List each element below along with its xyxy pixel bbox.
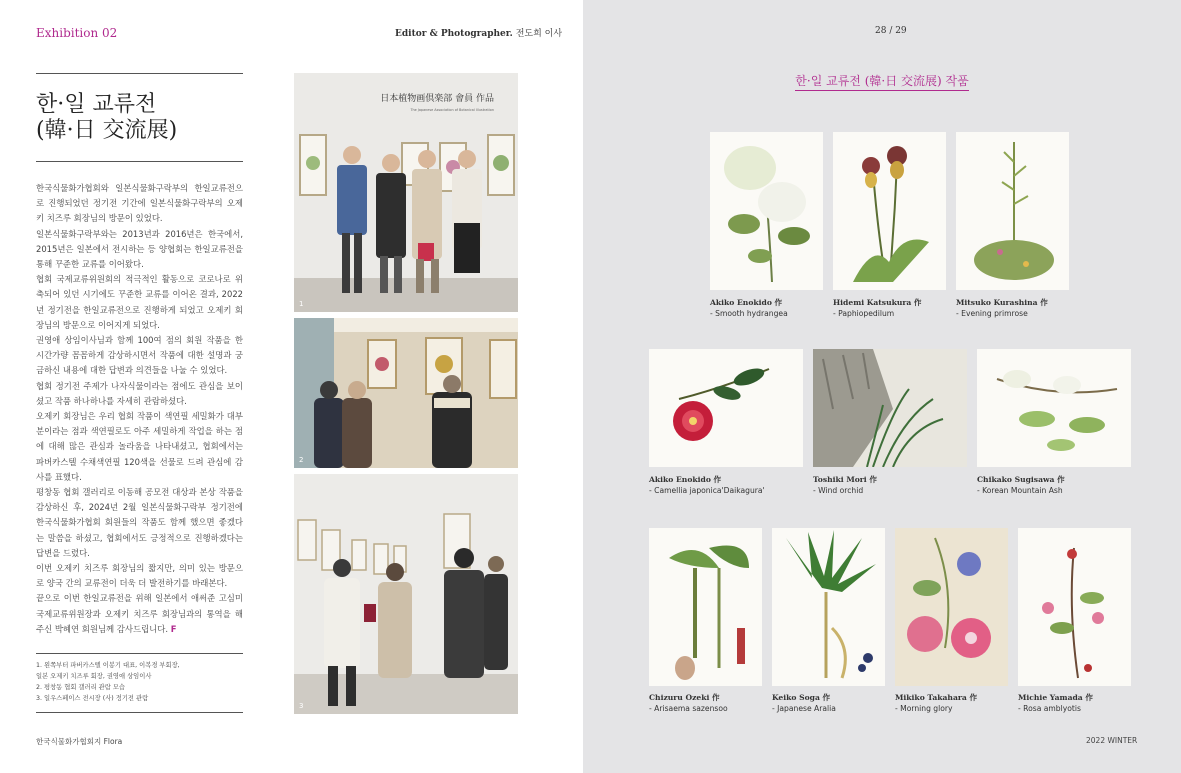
photo-gallery-viewing [294, 318, 518, 468]
aralia-illustration [772, 528, 885, 686]
caption-arisaema-sazensoo [649, 692, 728, 714]
work-title: - Arisaema sazensoo [649, 704, 728, 713]
photo-number: 1 [299, 300, 304, 308]
paphiopedilum-illustration [833, 132, 946, 290]
article-body [36, 181, 243, 637]
paragraph: 협회 국제교류위원회의 적극적인 활동으로 코로나로 위축되어 있던 시기에도 꾸준한 교류를 이어온 결과, 2022년 정기전을 한일교류전으로 진행하게 되었고 오제키 회장님의 방문으로 이어지게 되었다. [36, 274, 243, 330]
artist-name: Mitsuko Kurashina 作 [956, 298, 1048, 307]
section-label: Exhibition 02 [36, 26, 118, 40]
artwork-rosa-amblyotis [1018, 528, 1131, 686]
gallery-title [583, 72, 1181, 89]
editor-credit [395, 26, 562, 39]
caption-evening-primrose [956, 297, 1048, 319]
photo-3-illustration [294, 474, 518, 714]
wind-orchid-illustration [813, 349, 967, 467]
mountain-ash-illustration [977, 349, 1131, 467]
artist-name: Akiko Enokido 作 [649, 475, 722, 484]
work-title: - Korean Mountain Ash [977, 486, 1063, 495]
caption-line: 3. 일우스페이스 전시장 (사) 정기전 관람 [36, 695, 149, 702]
paragraph: 협회 정기전 주제가 나자식물이라는 점에도 관심을 보이셨고 작품 하나하나를 자세히 관람하셨다. [36, 380, 243, 406]
artwork-camellia-japonica [649, 349, 803, 467]
caption-paphiopedilum [833, 297, 922, 319]
caption-line: 1. 왼쪽부터 파버카스텔 이봉기 대표, 이복경 부회장, [36, 662, 180, 669]
photo-visit-group [294, 73, 518, 312]
artist-name: Chikako Sugisawa 作 [977, 475, 1065, 484]
title-top-rule [36, 73, 243, 74]
left-page [0, 0, 583, 773]
paragraph: 일본식물화구락부와는 2013년과 2016년은 한국에서, 2015년은 일본에서 전시하는 등 양협회는 한일교류전을 통해 꾸준한 교류를 이어왔다. [36, 228, 243, 270]
paragraph: 평창동 협회 갤러리로 이동해 공모전 대상과 본상 작품을 감상하신 후, 2024년 2월 일본식물화구락부 정기전에 한국식물화가협회 회원들의 작품도 함께 했으면 좋겠다는 말씀을 하셨고, 협회에서도 긍정적으로 진행하겠다는 답변을 드렸다. [36, 487, 243, 558]
rosa-amblyotis-illustration [1018, 528, 1131, 686]
title-line-1: 한·일 교류전 [36, 92, 157, 117]
work-title: - Morning glory [895, 704, 953, 713]
article-title [36, 92, 177, 144]
caption-line: 2. 평창동 협회 갤러리 관람 모습 [36, 684, 126, 691]
artwork-evening-primrose [956, 132, 1069, 290]
work-title: - Wind orchid [813, 486, 864, 495]
artist-name: Hidemi Katsukura 作 [833, 298, 922, 307]
artist-name: Toshiki Mori 作 [813, 475, 877, 484]
paragraph: 권영애 상임이사님과 함께 100여 점의 회원 작품을 한 시간가량 꼼꼼하게 감상하시면서 작품에 대한 설명과 궁금하신 내용에 대한 답변과 의견들을 나눌 수 있었다. [36, 335, 243, 376]
work-title: - Japanese Aralia [772, 704, 836, 713]
artwork-morning-glory [895, 528, 1008, 686]
photo-captions [36, 660, 243, 704]
photo-sign-sub: The Japanese Association of Botanical Illustration [410, 108, 494, 112]
artwork-smooth-hydrangea [710, 132, 823, 290]
work-title: - Rosa amblyotis [1018, 704, 1081, 713]
gallery-title-text: 한·일 교류전 (韓·日 交流展) 작품 [795, 74, 968, 91]
title-bottom-rule [36, 161, 243, 162]
caption-korean-mountain-ash [977, 474, 1065, 496]
caption-japanese-aralia [772, 692, 836, 714]
caption-rosa-amblyotis [1018, 692, 1093, 714]
artwork-paphiopedilum [833, 132, 946, 290]
photo-2-illustration [294, 318, 518, 468]
photo-sign-main: 日本植物画倶楽部 會員 作品 [380, 94, 494, 104]
work-title: - Smooth hydrangea [710, 309, 788, 318]
photo-exhibition-hall [294, 474, 518, 714]
caption-morning-glory [895, 692, 977, 714]
hydrangea-illustration [710, 132, 823, 290]
caption-camellia-japonica [649, 474, 765, 496]
captions-top-rule [36, 653, 243, 654]
photo-number: 2 [299, 456, 304, 464]
artwork-wind-orchid [813, 349, 967, 467]
paragraph: 한국식물화가협회와 일본식물화구락부의 한일교류전으로 진행되었던 정기전 기간에 일본식물화구락부의 오제키 치즈루 회장님의 방문이 있었다. [36, 183, 243, 224]
artist-name: Michie Yamada 作 [1018, 693, 1093, 702]
paragraph-text: 끝으로 이번 한일교류전을 위해 일본에서 애써준 고심미 국제교류위원장과 오제키 치즈루 회장님과의 통역을 해주신 박혜연 회원님께 감사드립니다. [36, 593, 243, 634]
work-title: - Camellia japonica'Daikagura' [649, 486, 765, 495]
work-title: - Paphiopedilum [833, 309, 895, 318]
artwork-korean-mountain-ash [977, 349, 1131, 467]
artist-name: Mikiko Takahara 作 [895, 693, 978, 702]
artist-name: Keiko Soga 作 [772, 693, 831, 702]
photo-1-illustration [294, 73, 518, 312]
caption-smooth-hydrangea [710, 297, 788, 319]
captions-bottom-rule [36, 712, 243, 713]
paragraph [36, 591, 243, 637]
camellia-illustration [649, 349, 803, 467]
photo-number: 3 [299, 702, 304, 710]
footer-issue: 2022 WINTER [1086, 736, 1138, 745]
morning-glory-illustration [895, 528, 1008, 686]
artwork-japanese-aralia [772, 528, 885, 686]
artwork-arisaema-sazensoo [649, 528, 762, 686]
artist-name: Akiko Enokido 作 [710, 298, 783, 307]
title-line-2: (韓·日 交流展) [36, 118, 178, 143]
footer-publication: 한국식물화가협회지 Flora [36, 737, 123, 746]
caption-line: 일본 오제키 치즈루 회장, 권영애 상임이사 [36, 673, 152, 680]
artist-name: Chizuru Ozeki 作 [649, 693, 720, 702]
page-number: 28 / 29 [875, 26, 907, 36]
work-title: - Evening primrose [956, 309, 1028, 318]
evening-primrose-illustration [956, 132, 1069, 290]
arisaema-illustration [649, 528, 762, 686]
end-mark: F [170, 623, 177, 634]
editor-name: 전도희 이사 [515, 29, 563, 39]
editor-label: Editor & Photographer. [395, 29, 513, 39]
paragraph: 이번 오제키 치즈루 회장님의 짧지만, 의미 있는 방문으로 양국 간의 교류전이 더욱 더 발전하기를 바래본다. [36, 563, 243, 589]
paragraph: 오제키 회장님은 우리 협회 작품이 색연필 세밀화가 대부분이라는 점과 색연필로도 아주 세밀하게 작업을 하는 점에 대해 많은 관심과 놀라움을 나타내셨고, 협회에서는 파버카스텔 수채색연필 120색을 선물로 드려 관심에 감사를 표했다. [36, 411, 243, 482]
caption-wind-orchid [813, 474, 877, 496]
